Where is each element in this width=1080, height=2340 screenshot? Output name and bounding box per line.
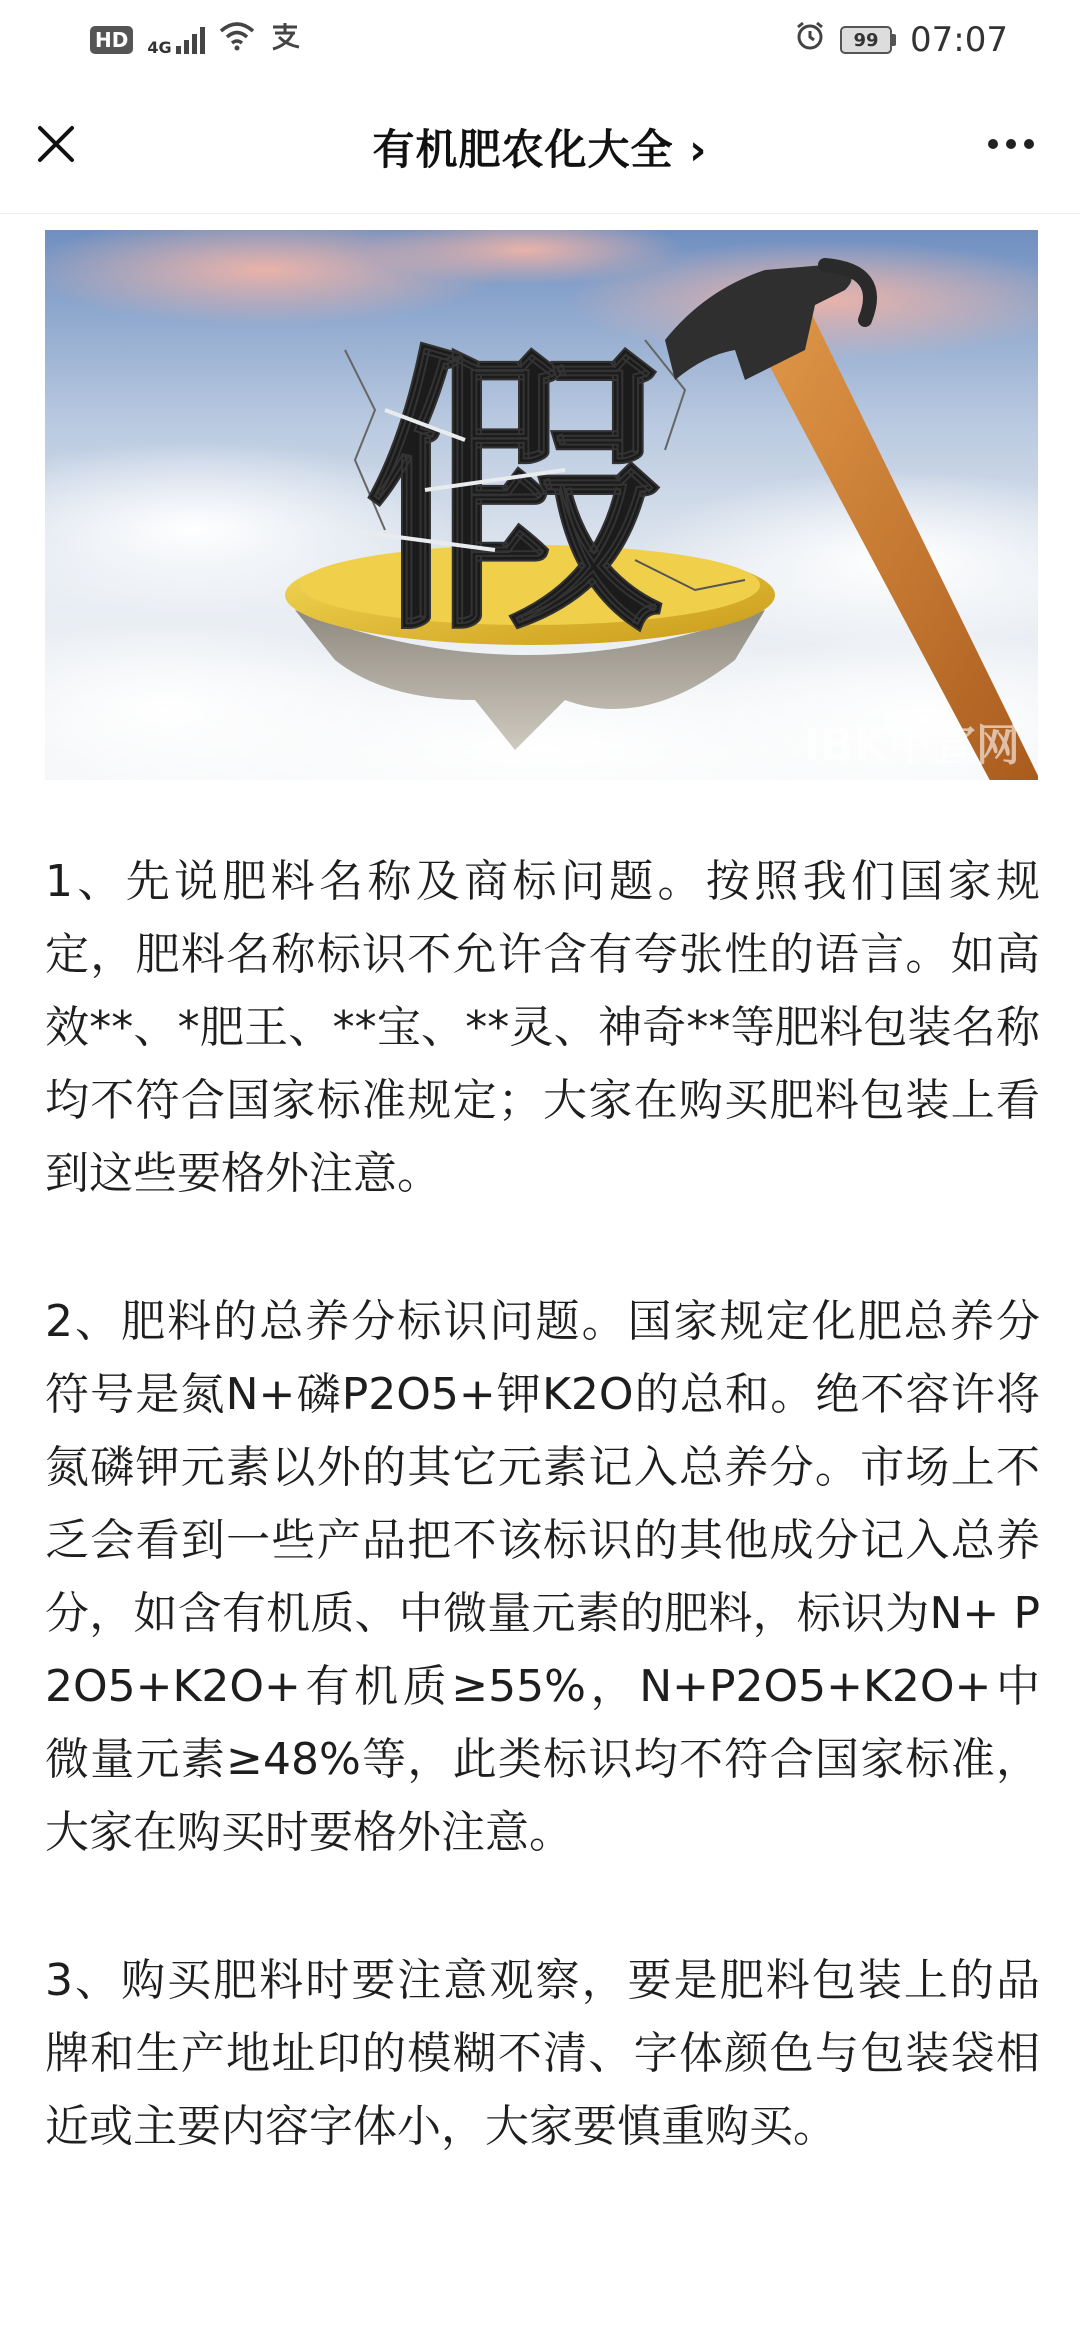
more-dot — [1006, 139, 1016, 149]
more-dot — [1024, 139, 1034, 149]
watermark-text: IBK中宣网 — [803, 720, 1020, 771]
alarm-icon — [794, 20, 826, 61]
article-hero-image[interactable] — [45, 230, 1038, 780]
battery-level: 99 — [840, 26, 892, 54]
hero-big-character: 假 — [365, 322, 665, 671]
account-title-link[interactable] — [373, 117, 708, 177]
network-type-label: 4G — [147, 38, 172, 57]
alipay-notification-icon — [269, 20, 301, 60]
clock: 07:07 — [910, 20, 1008, 60]
nav-bar — [0, 80, 1080, 214]
hd-voice-icon: HD — [90, 26, 133, 54]
chevron-right-icon: › — [689, 124, 708, 174]
close-icon — [36, 124, 76, 164]
paragraph-1: 1、先说肥料名称及商标问题。按照我们国家规定，肥料名称标识不允许含有夸张性的语言。如高效**、*肥王、**宝、**灵、神奇**等肥料包装名称均不符合国家标准规定；大家在购买肥料包装上看到这些要格外注意。 — [45, 856, 1040, 1199]
status-bar — [0, 0, 1080, 80]
more-dot — [988, 139, 998, 149]
wifi-icon — [219, 20, 255, 60]
cellular-signal-icon — [176, 26, 205, 54]
account-name: 有机肥农化大全 — [372, 124, 674, 174]
close-button[interactable] — [26, 114, 86, 174]
more-options-button[interactable] — [976, 114, 1046, 174]
paragraph-2: 2、肥料的总养分标识问题。国家规定化肥总养分符号是氮N+磷P2O5+钾K2O的总和。绝不容许将氮磷钾元素以外的其它元素记入总养分。市场上不乏会看到一些产品把不该标识的其他成分记入总养分，如含有机质、中微量元素的肥料，标识为N+ P2O5+K2O+有机质≥55%，N+P2O5+K2O+中微量元素≥48%等，此类标识均不符合国家标准，大家在购买时要格外注意。 — [45, 1296, 1040, 1858]
battery-icon — [840, 26, 896, 54]
paragraph-3: 3、购买肥料时要注意观察，要是肥料包装上的品牌和生产地址印的模糊不清、字体颜色与包装袋相近或主要内容字体小，大家要慎重购买。 — [45, 1955, 1040, 2152]
article-body — [45, 845, 1040, 2238]
